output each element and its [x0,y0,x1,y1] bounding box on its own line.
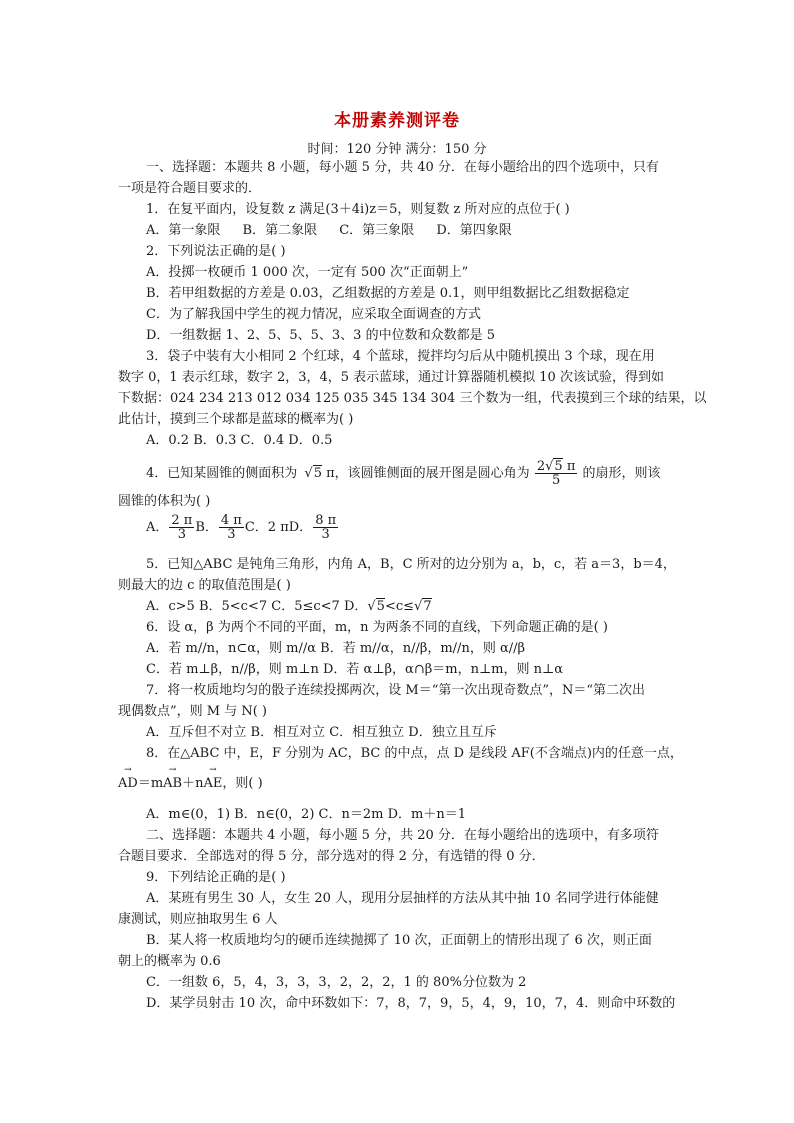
question-9: 9．下列结论正确的是( ) [146,870,286,885]
q4-sqrt-5: 5 [313,466,322,481]
page-title: 本册素养测评卷 [334,111,460,131]
question-1-options [146,223,512,239]
q4-opt-d-den: 3 [321,527,330,542]
q6-options-cd: C．若 m⊥β，n//β，则 m⊥n D．若 α⊥β，α∩β＝m，n⊥m，则 n⊥α [146,662,564,677]
question-8-vector-eq [118,776,263,792]
vector-ab: → AB [163,776,182,792]
q2-option-d: D．一组数据 1、2、5、5、5、3、3 的中位数和众数都是 5 [146,328,495,343]
q4-option-a-label: A． [146,520,169,535]
question-4-options [146,514,339,541]
q2-option-a: A．投掷一枚硬币 1 000 次，一定有 500 次“正面朝上” [146,265,469,280]
q9-option-a-cont: 康测试，则应抽取男生 6 人 [118,912,278,927]
q4-angle-fraction: $\frac{2√5 \pi}{5}$ [536,459,576,488]
q9-option-d: D．某学员射击 10 次，命中环数如下：7，8，7，9，5，4，9，10，7，4．则命中环数的 [146,996,676,1011]
q1-option-b: B．第二象限 [242,223,318,238]
section-2-heading-cont: 合题目要求．全部选对的得 5 分，部分选对的得 2 分，有选错的得 0 分． [118,849,545,864]
q9-option-b-cont: 朝上的概率为 0.6 [118,954,221,969]
section-2-heading: 二、选择题：本题共 4 小题，每小题 5 分，共 20 分．在每小题给出的选项中，有多项符 [146,828,659,843]
question-7-line-2: 现偶数点”，则 M 与 N( ) [118,704,268,719]
q4-option-b [219,514,244,541]
question-3-options: A．0.2 B．0.3 C．0.4 D．0.5 [146,433,333,448]
q5-d-left: 5 [376,599,385,614]
q5-d-mid: <c≤ [384,599,415,614]
question-4: 4．已知某圆锥的侧面积为 √5 π，该圆锥侧面的展开图是圆心角为 $\frac{2√5 \pi}{5}$ 的扇形，则该 [146,459,661,488]
vector-ae: → AE [203,776,222,792]
section-1-heading: 一、选择题：本题共 8 小题，每小题 5 分，共 40 分．在每小题给出的四个选项中，只有 [146,160,659,175]
q8-tail: ，则( ) [222,776,263,791]
section-1-heading-cont: 一项是符合题目要求的． [118,181,262,196]
q1-option-a: A．第一象限 [146,223,221,238]
q4-option-cd-label: C．2 πD． [244,520,313,535]
q8-eq: ＝m [137,776,164,791]
q5-options-text: A．c>5 B．5<c<7 C．5≤c<7 D． [146,599,368,614]
q8-plus: ＋n [182,776,204,791]
exam-time-score: 时间：120 分钟 满分：150 分 [307,142,487,157]
question-7-options: A．互斥但不对立 B．相互对立 C．相互独立 D．独立且互斥 [146,725,497,740]
q4-frac-num: 2 [536,459,546,474]
q4-opt-b-den: 3 [227,527,236,542]
question-5-line-2: 则最大的边 c 的取值范围是( ) [118,578,291,593]
q6-options-ab: A．若 m//n，n⊂α，则 m//α B．若 m//α，n//β，m//n，则 α//β [146,641,525,656]
question-5-options: A．c>5 B．5<c<7 C．5≤c<7 D．√5<c≤√7 [146,599,432,614]
q4-opt-a-den: 3 [177,527,186,542]
q4-opt-a-num: 2 π [171,513,193,528]
q9-option-c: C．一组数 6，5，4，3，3，3，2，2，2，1 的 80%分位数为 2 [146,975,527,990]
q1-option-d: D．第四象限 [436,223,512,238]
question-8: 8．在△ABC 中，E，F 分别为 AC，BC 的中点，点 D 是线段 AF(不含端点)内的任意一点， [146,746,683,761]
q4-frac-den: 5 [551,473,561,488]
q4-opt-d-num: 8 π [315,513,337,528]
q4-text-2: π，该圆锥侧面的展开图是圆心角为 [326,466,530,481]
vector-ad: → AD [118,776,138,792]
q2-option-c: C．为了解我国中学生的视力情况，应采取全面调查的方式 [146,307,481,322]
q9-option-b: B．某人将一枚质地均匀的硬币连续抛掷了 10 次，正面朝上的情形出现了 6 次，则正面 [146,933,652,948]
q5-d-right: 7 [423,599,432,614]
q4-text-1: 4．已知某圆锥的侧面积为 [146,466,298,481]
question-3-line-4: 此估计，摸到三个球都是蓝球的概率为( ) [118,412,354,427]
question-3: 3．袋子中装有大小相同 2 个红球，4 个蓝球，搅拌均匀后从中随机摸出 3 个球，现在用 [146,349,655,364]
question-3-line-3: 下数据：024 234 213 012 034 125 035 345 134 304 三个数为一组，代表摸到三个球的结果，以 [118,391,707,406]
question-6: 6．设 α，β 为两个不同的平面，m，n 为两条不同的直线，下列命题正确的是( ) [146,620,608,635]
q4-frac-sqrt: 5 [554,459,563,474]
q4-option-b-label: B． [195,520,218,535]
q4-option-d [313,514,338,541]
question-1: 1．在复平面内，设复数 z 满足(3＋4i)z＝5，则复数 z 所对应的点位于( ) [146,202,570,217]
q4-text-3: 的扇形，则该 [582,466,661,481]
q1-option-c: C．第三象限 [339,223,415,238]
q4-option-a [169,514,194,541]
q9-option-a: A．某班有男生 30 人，女生 20 人，现用分层抽样的方法从其中抽 10 名同学进行体能健 [146,891,659,906]
q4-opt-b-num: 4 π [220,513,242,528]
question-8-options: A．m∈(0，1) B．n∈(0，2) C．n＝2m D．m＋n＝1 [146,807,466,822]
question-7: 7．将一枚质地均匀的骰子连续投掷两次，设 M＝“第一次出现奇数点”，N＝“第二次出 [146,683,646,698]
question-4-line-2: 圆锥的体积为( ) [118,494,211,509]
question-2: 2．下列说法正确的是( ) [146,244,286,259]
question-5: 5．已知△ABC 是钝角三角形，内角 A，B，C 所对的边分别为 a，b，c，若 a＝3，b＝4， [146,557,676,572]
q2-option-b: B．若甲组数据的方差是 0.03，乙组数据的方差是 0.1，则甲组数据比乙组数据稳定 [146,286,630,301]
question-3-line-2: 数字 0，1 表示红球，数字 2，3，4，5 表示蓝球，通过计算器随机模拟 10 次该试验，得到如 [118,370,664,385]
q4-frac-pi: π [566,459,576,474]
